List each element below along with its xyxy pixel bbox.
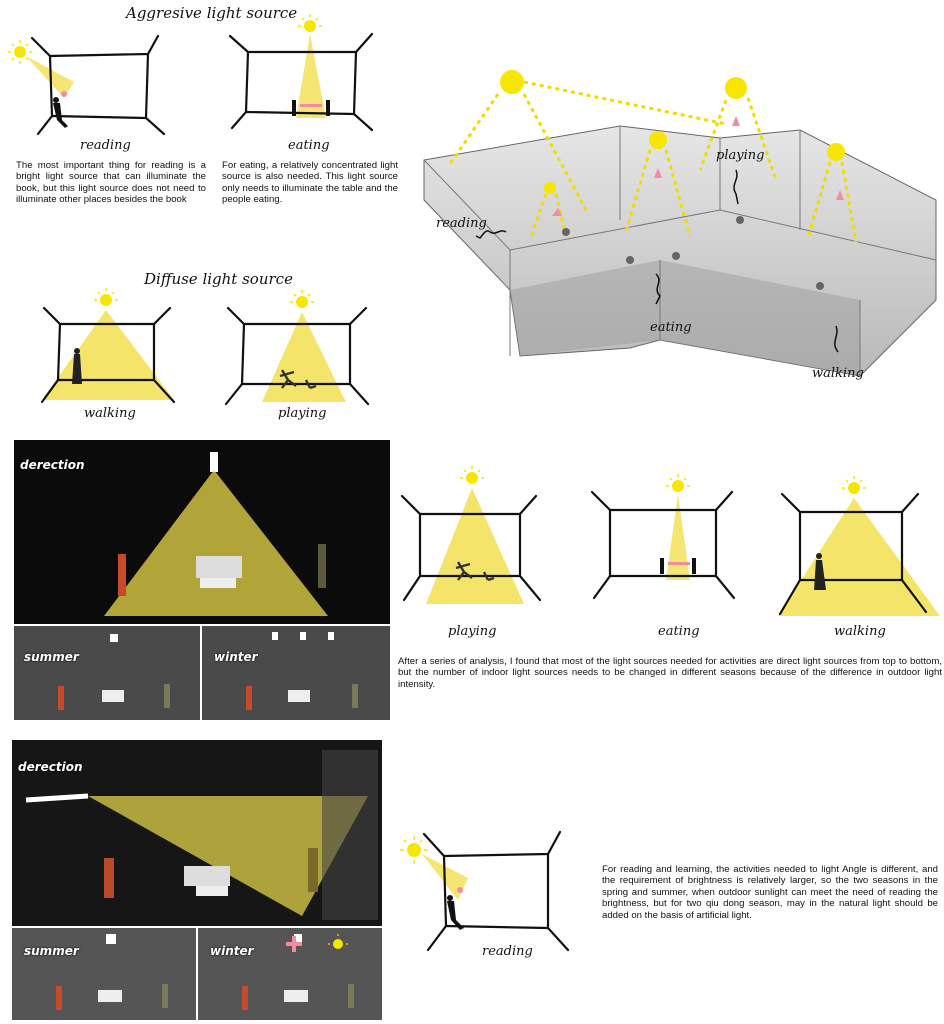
analysis-paragraph: After a series of analysis, I found that most of the light sources needed for activities are direct light sources from top to bottom, but the number of indoor light sources needs to be changed in different seasons because of the difference in outdoor light intensity. <box>398 656 942 690</box>
sun-icon <box>298 14 322 32</box>
photo-winter-bottom <box>198 928 382 1020</box>
sun-icon <box>460 466 484 484</box>
photo-summer-top <box>14 626 200 720</box>
photo-winter-top <box>202 626 390 720</box>
photo-label-winter-2: winter <box>210 944 254 958</box>
model-label-eating: eating <box>650 320 692 335</box>
walking-sketch-2 <box>776 474 944 624</box>
playing-sketch-2 <box>398 462 562 612</box>
sun-icon <box>400 836 428 864</box>
sun-icon <box>666 474 690 492</box>
photo-direction-top <box>14 440 390 624</box>
eating-sketch-2 <box>588 472 752 622</box>
photo-direction-bottom <box>12 740 382 926</box>
model-label-reading: reading <box>436 216 487 231</box>
photo-label-direction: derection <box>20 458 85 472</box>
model-label-playing: playing <box>716 148 765 163</box>
reading-label: reading <box>80 138 131 153</box>
reading-sketch-2 <box>398 830 578 962</box>
aggressive-title: Aggresive light source <box>126 4 298 22</box>
walking-label-2: walking <box>834 624 886 639</box>
model-label-walking: walking <box>812 366 864 381</box>
reading-sketch <box>8 30 168 140</box>
photo-summer-bottom <box>12 928 196 1020</box>
eating-label-2: eating <box>658 624 700 639</box>
walking-sketch <box>36 286 196 406</box>
eating-paragraph: For eating, a relatively concentrated light source is also needed. This light source only needs to illuminate the table and the people eating. <box>222 160 398 206</box>
sun-icon <box>842 476 866 494</box>
sun-icon <box>8 40 32 64</box>
reading-label-2: reading <box>482 944 533 959</box>
eating-label: eating <box>288 138 330 153</box>
building-model <box>420 60 940 390</box>
playing-label-2: playing <box>448 624 497 639</box>
photo-label-summer: summer <box>24 650 79 664</box>
eating-sketch <box>226 14 386 132</box>
reading-paragraph: The most important thing for reading is a bright light source that can illuminate the book, but this light source does not need to illuminate other places besides the book <box>16 160 206 206</box>
playing-sketch <box>222 288 382 408</box>
sun-icon <box>290 290 314 308</box>
bulb-icon <box>328 934 348 949</box>
walking-label: walking <box>84 406 136 421</box>
diffuse-title: Diffuse light source <box>144 270 293 288</box>
photo-label-summer-2: summer <box>24 944 79 958</box>
photo-label-winter: winter <box>214 650 258 664</box>
sun-icon <box>94 288 118 306</box>
playing-label: playing <box>278 406 327 421</box>
reading-learning-paragraph: For reading and learning, the activities needed to light Angle is different, and the requirement of brightness is relatively larger, so the two seasons in the spring and summer, when outdoor sunlight can meet the need of reading the brightness, but for two qiu dong season, may in the natural light should be added on the basis of artificial light. <box>602 864 938 921</box>
photo-label-direction-2: derection <box>18 760 83 774</box>
